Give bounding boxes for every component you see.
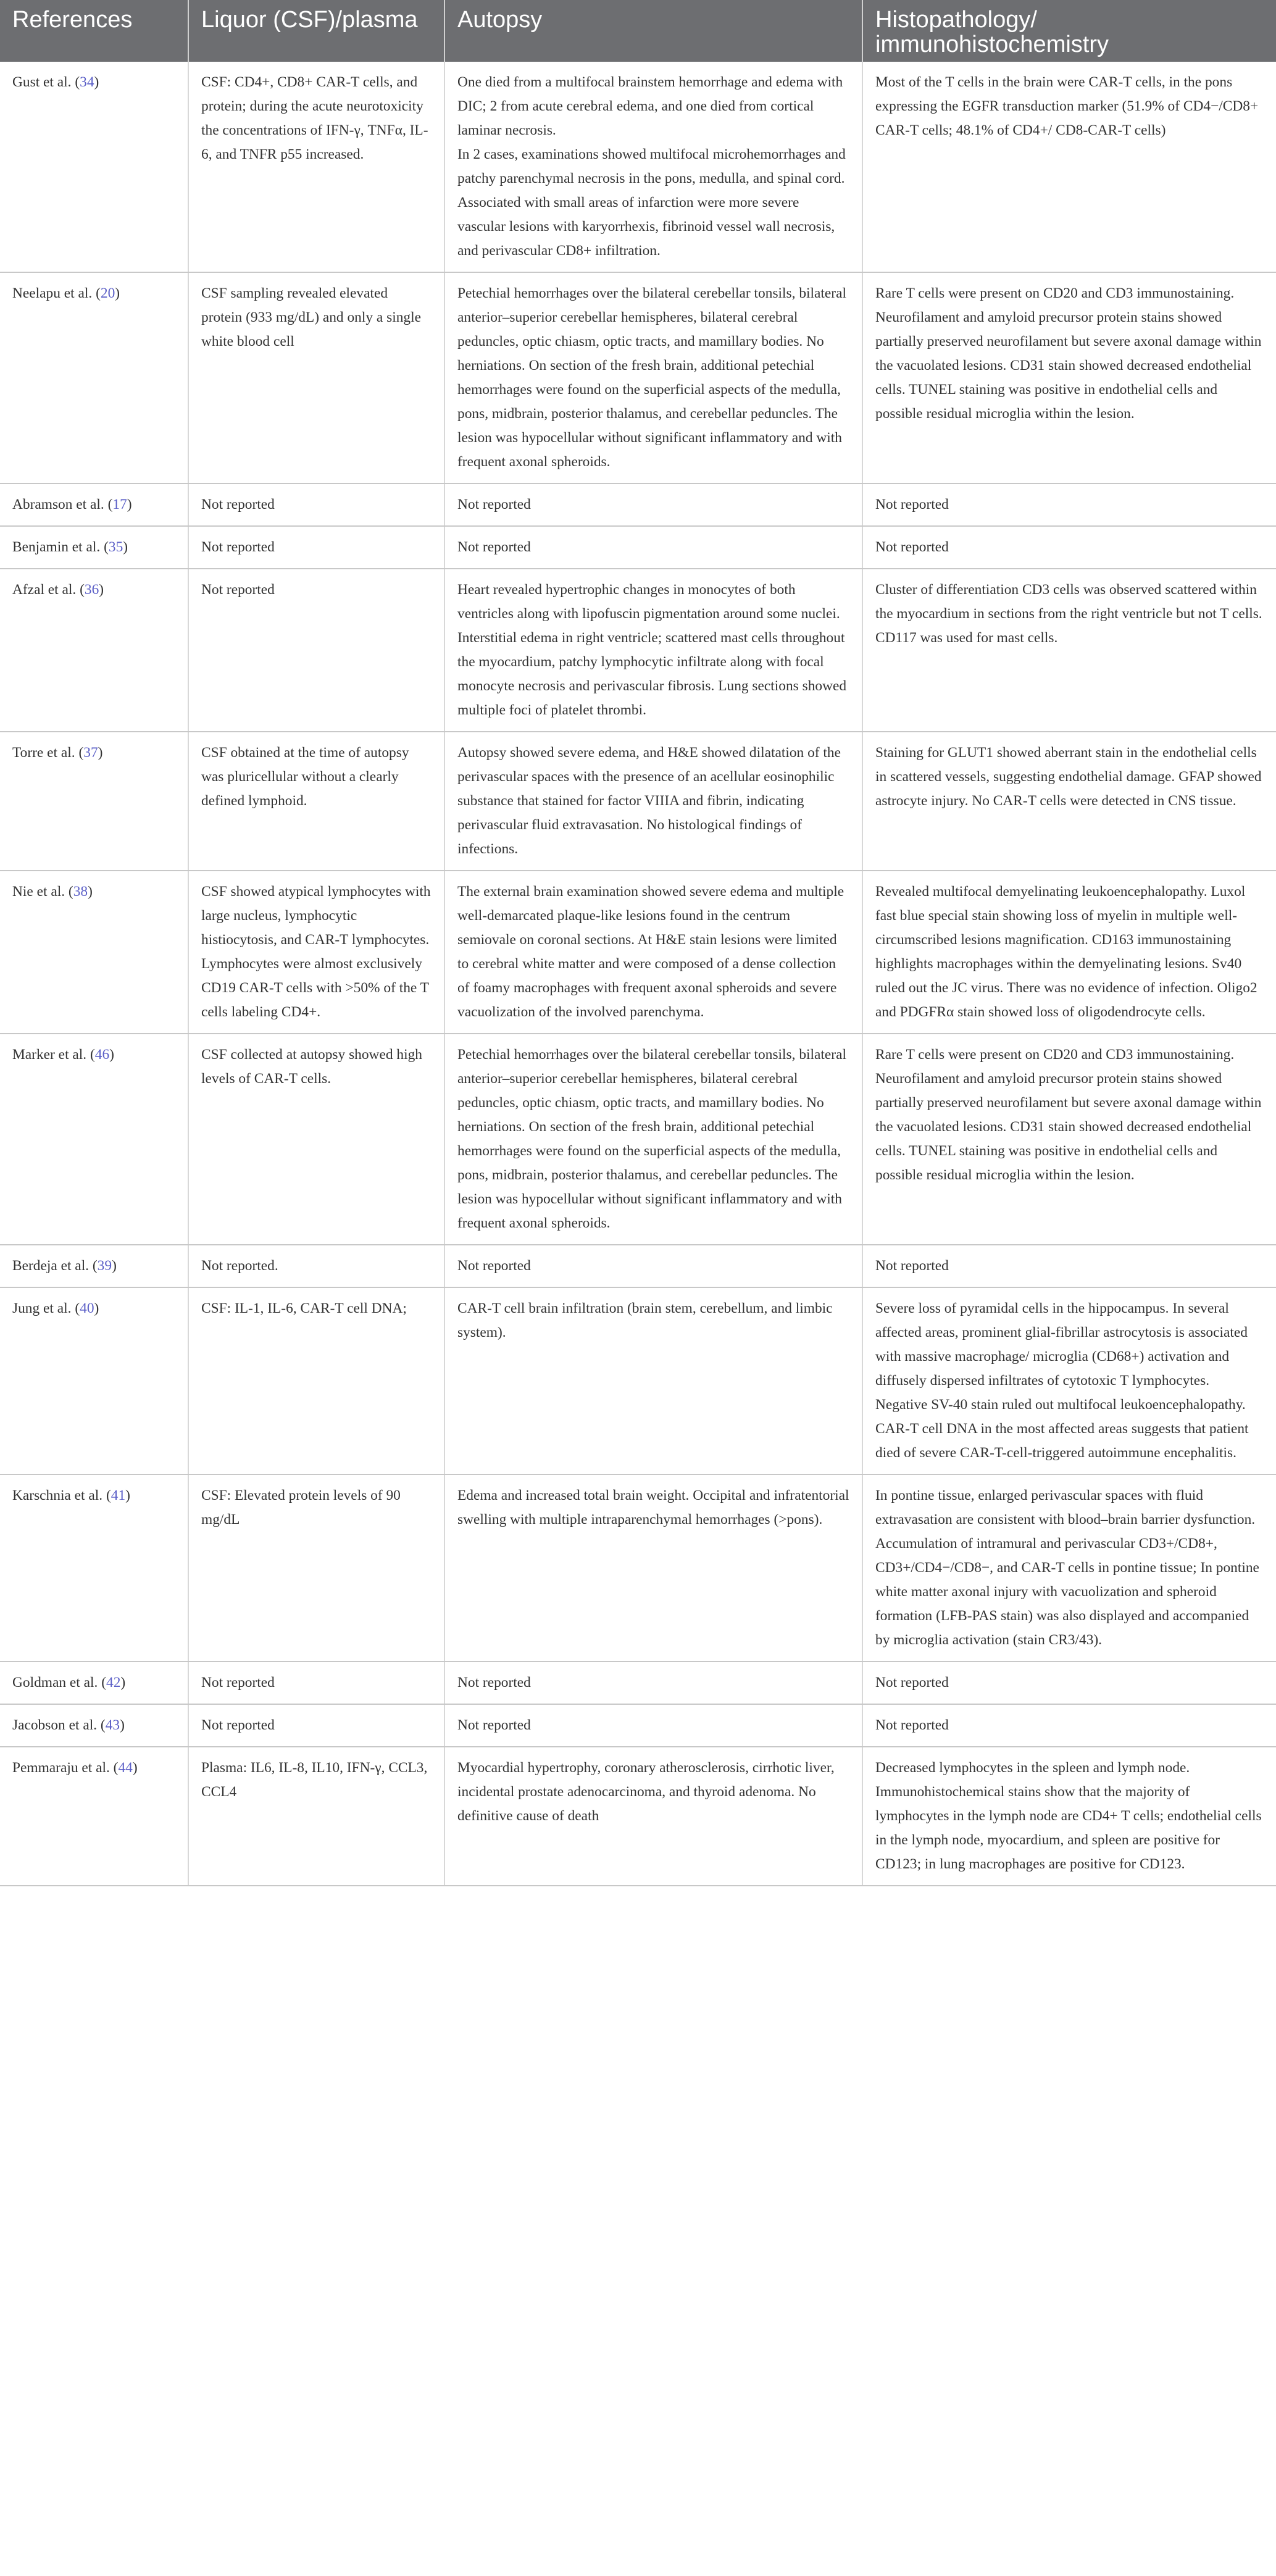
author-text: Neelapu et al. ( bbox=[12, 285, 101, 301]
reference-cell bbox=[0, 871, 188, 1034]
autopsy-cell: Autopsy showed severe edema, and H&E showed dilatation of the perivascular spaces with the presence of an acellular eosinophilic substance that stained for factor VIIIA and fibrin, indicating perivascular fluid extravasation. No histological findings of infections. bbox=[444, 732, 862, 871]
citation-close: ) bbox=[132, 1760, 138, 1776]
citation-link[interactable]: 42 bbox=[106, 1675, 121, 1691]
csf-plasma-cell: Not reported bbox=[188, 483, 444, 526]
citation-link[interactable]: 46 bbox=[94, 1047, 110, 1063]
citation-close: ) bbox=[88, 884, 93, 900]
autopsy-cell: Petechial hemorrhages over the bilateral cerebellar tonsils, bilateral anterior–superior cerebellar hemispheres, bilateral cerebral peduncles, optic chiasm, optic tracts, and mamillary bodies. No herniations. On section of the fresh brain, additional petechial hemorrhages were found on the superficial aspects of the medulla, pons, midbrain, posterior thalamus, and cerebellar peduncles. The lesion was hypocellular without significant inflammatory and with frequent axonal spheroids. bbox=[444, 272, 862, 483]
reference-cell bbox=[0, 1245, 188, 1287]
autopsy-cell: Not reported bbox=[444, 526, 862, 569]
table-row bbox=[0, 1747, 1276, 1886]
histopathology-cell: Severe loss of pyramidal cells in the hippocampus. In several affected areas, prominent glial-fibrillar astrocytosis is associated with massive macrophage/ microglia (CD68+) activation and diffusely dispersed infiltrates of cytotoxic T lymphocytes. Negative SV-40 stain ruled out multifocal leukoencephalopathy. CAR-T cell DNA in the most affected areas suggests that patient died of severe CAR-T-cell-triggered autoimmune encephalitis. bbox=[862, 1287, 1276, 1474]
citation-close: ) bbox=[115, 285, 120, 301]
reference-cell bbox=[0, 1747, 188, 1886]
csf-plasma-cell: CSF obtained at the time of autopsy was pluricellular without a clearly defined lymphoid. bbox=[188, 732, 444, 871]
reference-cell bbox=[0, 272, 188, 483]
citation-close: ) bbox=[112, 1258, 117, 1274]
author-text: Berdeja et al. ( bbox=[12, 1258, 98, 1274]
table-row bbox=[0, 1287, 1276, 1474]
histopathology-cell: Not reported bbox=[862, 483, 1276, 526]
author-text: Pemmaraju et al. ( bbox=[12, 1760, 119, 1776]
autopsy-cell bbox=[444, 62, 862, 272]
histopathology-cell: Not reported bbox=[862, 1245, 1276, 1287]
reference-cell bbox=[0, 732, 188, 871]
csf-plasma-cell-paragraph: CSF showed atypical lymphocytes with large nucleus, lymphocytic histiocytosis, and CAR-T lymphocytes. bbox=[201, 884, 431, 948]
reference-cell bbox=[0, 62, 188, 272]
table-row bbox=[0, 1034, 1276, 1245]
citation-link[interactable]: 35 bbox=[108, 539, 123, 555]
citation-link[interactable]: 17 bbox=[112, 496, 127, 512]
citation-link[interactable]: 40 bbox=[80, 1300, 94, 1316]
citation-close: ) bbox=[94, 74, 99, 90]
reference-cell bbox=[0, 569, 188, 732]
histopathology-cell: Not reported bbox=[862, 1704, 1276, 1747]
autopsy-cell: Not reported bbox=[444, 1245, 862, 1287]
column-header-autopsy: Autopsy bbox=[444, 0, 862, 62]
citation-close: ) bbox=[120, 1675, 126, 1691]
reference-cell bbox=[0, 526, 188, 569]
autopsy-cell: Not reported bbox=[444, 1662, 862, 1704]
csf-plasma-cell: Not reported. bbox=[188, 1245, 444, 1287]
autopsy-cell: Not reported bbox=[444, 1704, 862, 1747]
citation-link[interactable]: 43 bbox=[105, 1717, 120, 1733]
autopsy-cell: Petechial hemorrhages over the bilateral cerebellar tonsils, bilateral anterior–superior cerebellar hemispheres, bilateral cerebral peduncles, optic chiasm, optic tracts, and mamillary bodies. No herniations. On section of the fresh brain, additional petechial hemorrhages were found on the superficial aspects of the medulla, pons, midbrain, posterior thalamus, and cerebellar peduncles. The lesion was hypocellular without significant inflammatory and with frequent axonal spheroids. bbox=[444, 1034, 862, 1245]
table-row bbox=[0, 1474, 1276, 1662]
histopathology-cell: Staining for GLUT1 showed aberrant stain in the endothelial cells in scattered vessels, suggesting endothelial damage. GFAP showed astrocyte injury. No CAR-T cells were detected in CNS tissue. bbox=[862, 732, 1276, 871]
author-text: Jacobson et al. ( bbox=[12, 1717, 106, 1733]
author-text: Torre et al. ( bbox=[12, 745, 84, 761]
csf-plasma-cell: Plasma: IL6, IL-8, IL10, IFN-γ, CCL3, CCL4 bbox=[188, 1747, 444, 1886]
citation-link[interactable]: 36 bbox=[84, 582, 99, 598]
table-row bbox=[0, 732, 1276, 871]
reference-cell bbox=[0, 1704, 188, 1747]
autopsy-cell-paragraph: In 2 cases, examinations showed multifocal microhemorrhages and patchy parenchymal necrosis in the pons, medulla, and spinal cord. Associated with small areas of infarction were more severe vascular lesions with karyorrhexis, fibrinoid vessel wall necrosis, and perivascular CD8+ infiltration. bbox=[457, 146, 846, 259]
citation-link[interactable]: 41 bbox=[111, 1487, 126, 1503]
column-header-liquor-csf-plasma: Liquor (CSF)/plasma bbox=[188, 0, 444, 62]
reference-cell bbox=[0, 1287, 188, 1474]
autopsy-cell: Not reported bbox=[444, 483, 862, 526]
table-row bbox=[0, 526, 1276, 569]
citation-link[interactable]: 44 bbox=[118, 1760, 133, 1776]
histopathology-cell: Rare T cells were present on CD20 and CD3 immunostaining. Neurofilament and amyloid precursor protein stains showed partially preserved neurofilament but severe axonal damage within the vacuolated lesions. CD31 stain showed decreased endothelial cells. TUNEL staining was positive in endothelial cells and possible residual microglia within the lesion. bbox=[862, 1034, 1276, 1245]
author-text: Benjamin et al. ( bbox=[12, 539, 109, 555]
author-text: Marker et al. ( bbox=[12, 1047, 95, 1063]
table-row bbox=[0, 871, 1276, 1034]
citation-close: ) bbox=[94, 1300, 99, 1316]
citation-close: ) bbox=[99, 582, 104, 598]
table-header-row bbox=[0, 0, 1276, 62]
author-text: Gust et al. ( bbox=[12, 74, 80, 90]
csf-plasma-cell: CSF: CD4+, CD8+ CAR-T cells, and protein; during the acute neurotoxicity the concentrations of IFN-γ, TNFα, IL-6, and TNFR p55 increased. bbox=[188, 62, 444, 272]
csf-plasma-cell: CSF: Elevated protein levels of 90 mg/dL bbox=[188, 1474, 444, 1662]
csf-plasma-cell: Not reported bbox=[188, 569, 444, 732]
table-row bbox=[0, 1704, 1276, 1747]
histopathology-cell: Most of the T cells in the brain were CAR-T cells, in the pons expressing the EGFR transduction marker (51.9% of CD4−/CD8+ CAR-T cells; 48.1% of CD4+/ CD8-CAR-T cells) bbox=[862, 62, 1276, 272]
csf-plasma-cell: CSF: IL-1, IL-6, CAR-T cell DNA; bbox=[188, 1287, 444, 1474]
citation-close: ) bbox=[98, 745, 103, 761]
table-row bbox=[0, 1662, 1276, 1704]
csf-plasma-cell-paragraph: Lymphocytes were almost exclusively CD19 CAR-T cells with >50% of the T cells labeling CD4+. bbox=[201, 956, 429, 1020]
autopsy-cell: Heart revealed hypertrophic changes in monocytes of both ventricles along with lipofuscin pigmentation around some nuclei. Interstitial edema in right ventricle; scattered mast cells throughout the myocardium, patchy lymphocytic infiltrate along with focal monocyte necrosis and perivascular fibrosis. Lung sections showed multiple foci of platelet thrombi. bbox=[444, 569, 862, 732]
citation-close: ) bbox=[123, 539, 128, 555]
histopathology-cell: Cluster of differentiation CD3 cells was observed scattered within the myocardium in sections from the right ventricle but not T cells. CD117 was used for mast cells. bbox=[862, 569, 1276, 732]
citation-link[interactable]: 34 bbox=[80, 74, 94, 90]
reference-cell bbox=[0, 1662, 188, 1704]
histopathology-cell: Revealed multifocal demyelinating leukoencephalopathy. Luxol fast blue special stain showing loss of myelin in multiple well-circumscribed lesions magnification. CD163 immunostaining highlights macrophages within the demyelinating lesions. Sv40 ruled out the JC virus. There was no evidence of infection. Oligo2 and PDGFRα stain showed loss of oligodendrocyte cells. bbox=[862, 871, 1276, 1034]
author-text: Nie et al. ( bbox=[12, 884, 73, 900]
citation-link[interactable]: 38 bbox=[73, 884, 88, 900]
citation-link[interactable]: 20 bbox=[100, 285, 115, 301]
author-text: Afzal et al. ( bbox=[12, 582, 85, 598]
csf-plasma-cell: CSF sampling revealed elevated protein (933 mg/dL) and only a single white blood cell bbox=[188, 272, 444, 483]
citation-link[interactable]: 37 bbox=[83, 745, 98, 761]
author-text: Jung et al. ( bbox=[12, 1300, 80, 1316]
column-header-references: References bbox=[0, 0, 188, 62]
histopathology-cell: Not reported bbox=[862, 526, 1276, 569]
table-row bbox=[0, 62, 1276, 272]
reference-cell bbox=[0, 483, 188, 526]
csf-plasma-cell: CSF collected at autopsy showed high levels of CAR-T cells. bbox=[188, 1034, 444, 1245]
histopathology-cell: Decreased lymphocytes in the spleen and lymph node. Immunohistochemical stains show that the majority of lymphocytes in the lymph node are CD4+ T cells; endothelial cells in the lymph node, myocardium, and spleen are positive for CD123; in lung macrophages are positive for CD123. bbox=[862, 1747, 1276, 1886]
citation-close: ) bbox=[109, 1047, 114, 1063]
citation-close: ) bbox=[120, 1717, 125, 1733]
citation-close: ) bbox=[125, 1487, 130, 1503]
table-row bbox=[0, 483, 1276, 526]
autopsy-cell: Edema and increased total brain weight. Occipital and infratentorial swelling with multiple intraparenchymal hemorrhages (>pons). bbox=[444, 1474, 862, 1662]
author-text: Abramson et al. ( bbox=[12, 496, 113, 512]
table-row bbox=[0, 272, 1276, 483]
column-header-histopathology: Histopathology/ immunohistochemistry bbox=[862, 0, 1276, 62]
csf-plasma-cell: Not reported bbox=[188, 526, 444, 569]
csf-plasma-cell: Not reported bbox=[188, 1662, 444, 1704]
author-text: Karschnia et al. ( bbox=[12, 1487, 111, 1503]
reference-cell bbox=[0, 1034, 188, 1245]
histopathology-cell: Not reported bbox=[862, 1662, 1276, 1704]
histopathology-cell: Rare T cells were present on CD20 and CD3 immunostaining. Neurofilament and amyloid precursor protein stains showed partially preserved neurofilament but severe axonal damage within the vacuolated lesions. CD31 stain showed decreased endothelial cells. TUNEL staining was positive in endothelial cells and possible residual microglia within the lesion. bbox=[862, 272, 1276, 483]
author-text: Goldman et al. ( bbox=[12, 1675, 106, 1691]
citation-close: ) bbox=[127, 496, 132, 512]
autopsy-cell: CAR-T cell brain infiltration (brain stem, cerebellum, and limbic system). bbox=[444, 1287, 862, 1474]
table-row bbox=[0, 1245, 1276, 1287]
table-row bbox=[0, 569, 1276, 732]
csf-plasma-cell bbox=[188, 871, 444, 1034]
histopathology-cell: In pontine tissue, enlarged perivascular spaces with fluid extravasation are consistent with blood–brain barrier dysfunction. Accumulation of intramural and perivascular CD3+/CD8+, CD3+/CD4−/CD8−, and CAR-T cells in pontine tissue; In pontine white matter axonal injury with vacuolization and spheroid formation (LFB-PAS stain) was also displayed and accompanied by microglia activation (stain CR3/43). bbox=[862, 1474, 1276, 1662]
csf-plasma-cell: Not reported bbox=[188, 1704, 444, 1747]
autopsy-cell: Myocardial hypertrophy, coronary atherosclerosis, cirrhotic liver, incidental prostate adenocarcinoma, and thyroid adenoma. No definitive cause of death bbox=[444, 1747, 862, 1886]
table-body bbox=[0, 62, 1276, 1886]
autopsy-cell-paragraph: One died from a multifocal brainstem hemorrhage and edema with DIC; 2 from acute cerebral edema, and one died from cortical laminar necrosis. bbox=[457, 74, 843, 138]
autopsy-cell: The external brain examination showed severe edema and multiple well-demarcated plaque-like lesions found in the centrum semiovale on coronal sections. At H&E stain lesions were limited to cerebral white matter and were composed of a dense collection of foamy macrophages with frequent axonal spheroids and severe vacuolization of the involved parenchyma. bbox=[444, 871, 862, 1034]
reference-cell bbox=[0, 1474, 188, 1662]
citation-link[interactable]: 39 bbox=[97, 1258, 112, 1274]
